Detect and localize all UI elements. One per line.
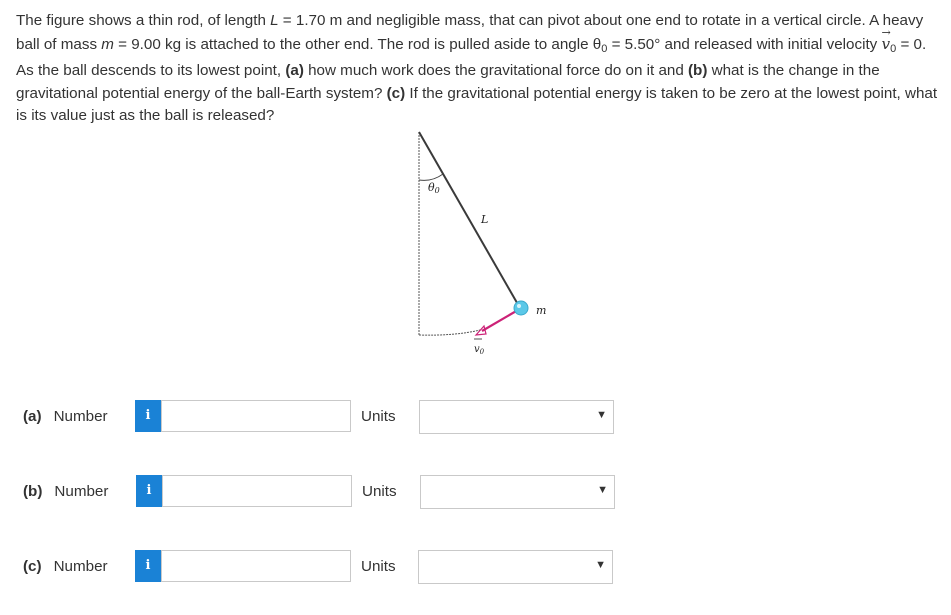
part-b-tag: (b) <box>688 62 708 80</box>
theta-subscript: 0 <box>601 42 608 55</box>
ball <box>514 301 528 315</box>
length-symbol: L <box>270 12 279 29</box>
number-label: Number <box>53 408 108 425</box>
units-label: Units <box>361 408 396 425</box>
velocity-subscript: 0 <box>890 42 897 55</box>
number-input-c[interactable] <box>161 550 351 582</box>
units-label: Units <box>362 483 397 500</box>
answer-row-a <box>0 400 951 434</box>
problem-statement <box>16 10 946 128</box>
number-label: Number <box>53 558 108 575</box>
answer-label <box>23 408 108 425</box>
velocity-label: $v_0$ <box>474 344 485 356</box>
problem-text: The figure shows a thin rod, of length <box>16 12 271 29</box>
theta-label: θ0 <box>428 181 440 195</box>
part-label: (c) <box>23 558 42 575</box>
part-label: (b) <box>23 483 43 500</box>
info-icon[interactable]: i <box>135 400 161 432</box>
velocity-vector-symbol <box>881 25 891 56</box>
mass-label: m <box>536 304 547 317</box>
units-select-c[interactable] <box>418 550 613 584</box>
chevron-down-icon: ▼ <box>596 409 607 421</box>
pendulum-figure <box>410 130 560 360</box>
info-icon[interactable]: i <box>136 475 162 507</box>
answer-label <box>23 558 108 575</box>
problem-text: If the gravitational potential energy is taken to be zero at the lowest point, what is its value just as the ball is released? <box>16 84 938 125</box>
chevron-down-icon: ▼ <box>597 484 608 496</box>
problem-text: = 5.50° and released with initial velocity <box>607 35 882 53</box>
answer-row-b <box>0 475 951 509</box>
problem-text: = 1.70 m and negligible mass, that can pivot about one end to rotate in a vertical circle. A heavy ball of mass <box>16 12 924 53</box>
part-label: (a) <box>23 408 42 425</box>
swing-arc <box>419 330 480 335</box>
problem-text: = 0. As the ball descends to its lowest point, <box>16 35 927 80</box>
units-select-b[interactable] <box>420 475 615 509</box>
part-c-tag: (c) <box>386 84 406 102</box>
answer-row-c <box>0 550 951 584</box>
problem-text: how much work does the gravitational force do on it and <box>303 62 688 80</box>
vector-arrow-icon: → <box>881 25 891 39</box>
problem-text: = 9.00 kg is attached to the other end. The rod is pulled aside to angle θ <box>113 35 602 53</box>
units-label: Units <box>361 558 396 575</box>
number-label: Number <box>54 483 109 500</box>
velocity-arrow <box>482 310 518 331</box>
info-icon[interactable]: i <box>135 550 161 582</box>
length-label: L <box>481 213 489 226</box>
theta-arc <box>419 174 443 180</box>
chevron-down-icon: ▼ <box>595 559 606 571</box>
velocity-symbol: v <box>881 34 891 53</box>
problem-text: what is the change in the gravitational potential energy of the ball-Earth system? <box>16 62 880 102</box>
units-select-a[interactable] <box>419 400 614 434</box>
ball-highlight <box>517 304 521 308</box>
number-input-b[interactable] <box>162 475 352 507</box>
mass-symbol: m <box>101 35 114 53</box>
number-input-a[interactable] <box>161 400 351 432</box>
rod <box>419 132 520 308</box>
answer-label <box>23 483 108 500</box>
part-a-tag: (a) <box>285 62 304 80</box>
